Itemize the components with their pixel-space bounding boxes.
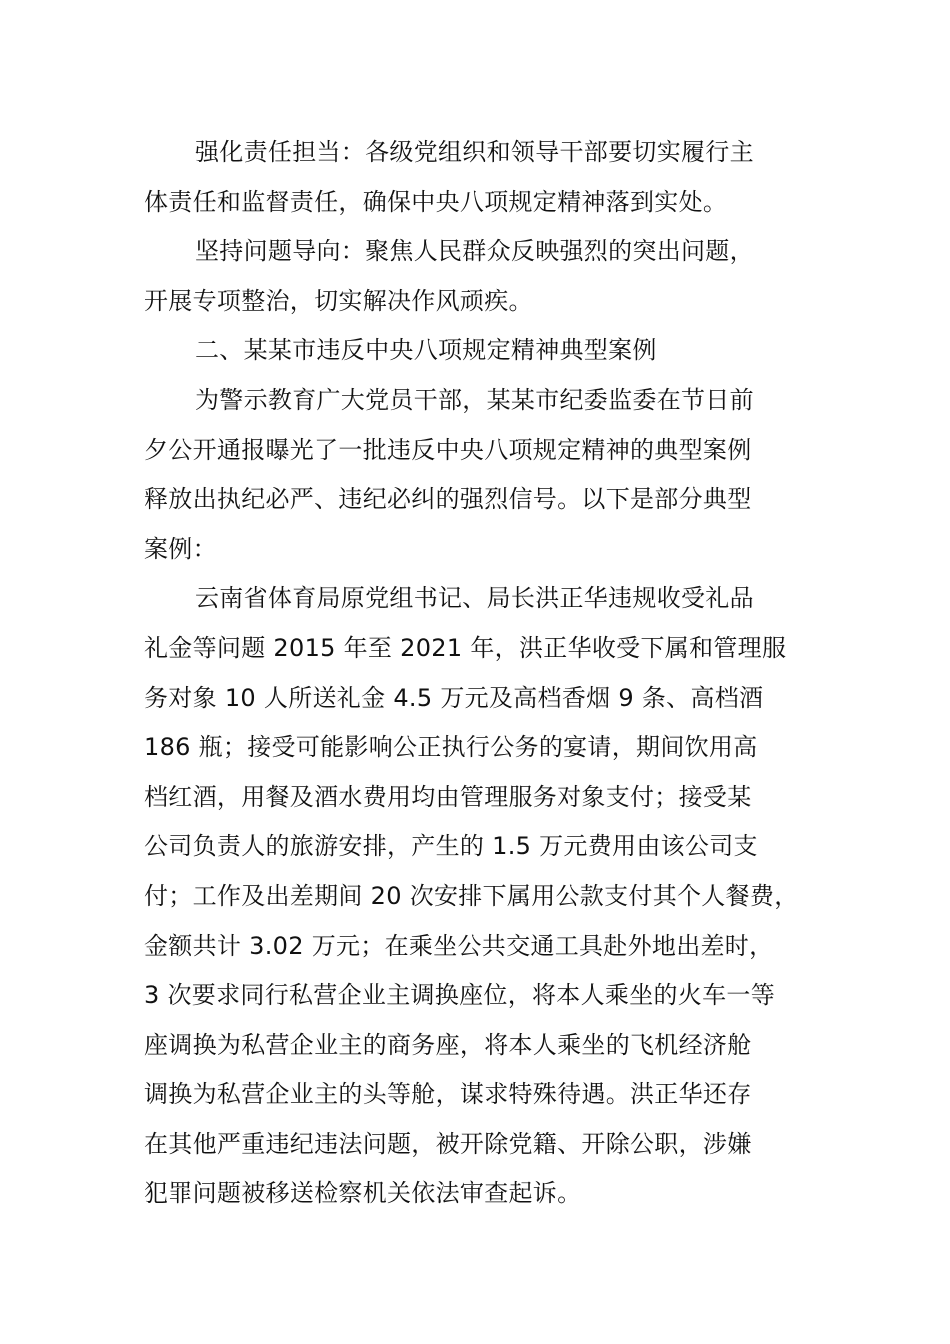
paragraph-problem-oriented — [144, 227, 834, 326]
paragraph-line: 186 瓶；接受可能影响公正执行公务的宴请，期间饮用高 — [144, 733, 758, 762]
paragraph-line: 3 次要求同行私营企业主调换座位，将本人乘坐的火车一等 — [144, 981, 775, 1010]
paragraph-line: 犯罪问题被移送检察机关依法审查起诉。 — [144, 1179, 582, 1208]
paragraph-line: 云南省体育局原党组书记、局长洪正华违规收受礼品 — [195, 584, 754, 613]
section-heading — [144, 326, 834, 376]
paragraph-line: 礼金等问题 2015 年至 2021 年，洪正华收受下属和管理服 — [144, 633, 787, 662]
paragraph-intro — [144, 376, 834, 574]
paragraph-line: 档红酒，用餐及酒水费用均由管理服务对象支付；接受某 — [144, 782, 752, 811]
paragraph-line: 金额共计 3.02 万元；在乘坐公共交通工具赴外地出差时， — [144, 931, 774, 960]
paragraph-line: 强化责任担当：各级党组织和领导干部要切实履行主 — [195, 138, 754, 166]
paragraph-line: 坚持问题导向：聚焦人民群众反映强烈的突出问题， — [195, 237, 754, 266]
paragraph-line: 调换为私营企业主的头等舱，谋求特殊待遇。洪正华还存 — [144, 1080, 752, 1109]
paragraph-case — [144, 574, 834, 1219]
paragraph-line: 为警示教育广大党员干部，某某市纪委监委在节日前 — [195, 385, 754, 414]
paragraph-line: 夕公开通报曝光了一批违反中央八项规定精神的典型案例 — [144, 435, 752, 464]
paragraph-responsibility — [144, 128, 834, 227]
paragraph-line: 付；工作及出差期间 20 次安排下属用公款支付其个人餐费， — [144, 881, 799, 910]
paragraph-line: 案例： — [144, 534, 217, 563]
paragraph-line: 公司负责人的旅游安排，产生的 1.5 万元费用由该公司支 — [144, 832, 758, 861]
paragraph-line: 座调换为私营企业主的商务座，将本人乘坐的飞机经济舱 — [144, 1030, 752, 1059]
paragraph-line: 开展专项整治，切实解决作风顽疾。 — [144, 286, 533, 315]
section-heading-text: 二、某某市违反中央八项规定精神典型案例 — [195, 336, 657, 365]
paragraph-line: 在其他严重违纪违法问题，被开除党籍、开除公职，涉嫌 — [144, 1129, 752, 1158]
paragraph-line: 体责任和监督责任，确保中央八项规定精神落到实处。 — [144, 187, 728, 216]
document-body — [144, 128, 834, 1219]
paragraph-line: 释放出执纪必严、违纪必纠的强烈信号。以下是部分典型 — [144, 485, 752, 514]
paragraph-line: 务对象 10 人所送礼金 4.5 万元及高档香烟 9 条、高档酒 — [144, 683, 764, 712]
